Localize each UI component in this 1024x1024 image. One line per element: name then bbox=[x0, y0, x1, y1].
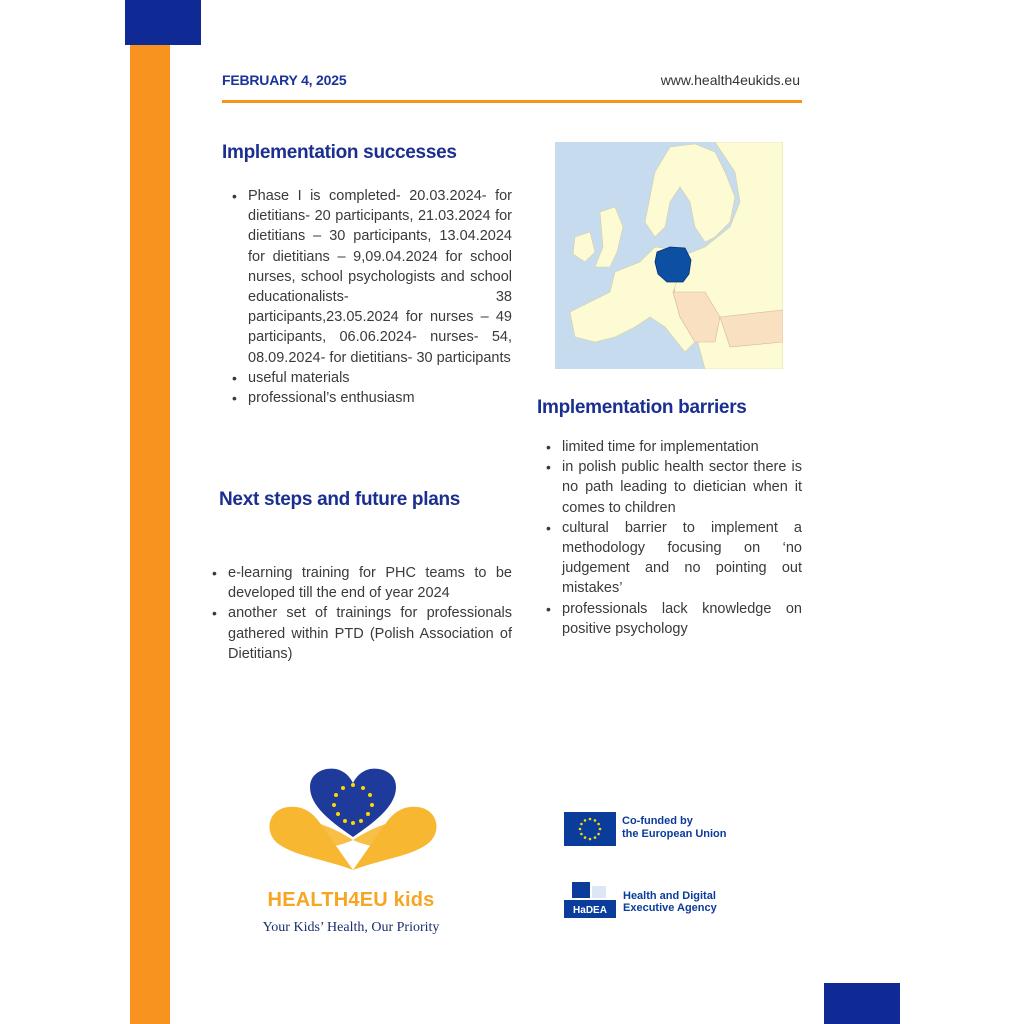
heart-eu-stars-logo-icon bbox=[258, 765, 448, 885]
hadea-logo-icon bbox=[564, 880, 616, 918]
logo-tagline: Your Kids’ Health, Our Priority bbox=[262, 920, 440, 935]
hadea-label: HaDEA bbox=[573, 905, 607, 916]
header-divider bbox=[222, 100, 802, 103]
bullet-icon: • bbox=[546, 519, 551, 536]
barriers-list bbox=[546, 437, 802, 639]
left-orange-bar bbox=[130, 0, 170, 1024]
hadea-line1: Health and Digital bbox=[623, 890, 716, 902]
list-item-text: professional’s enthusiasm bbox=[248, 390, 415, 407]
date-label: FEBRUARY 4, 2025 bbox=[222, 72, 347, 88]
next-steps-list bbox=[212, 563, 512, 664]
list-item-text: e-learning training for PHC teams to be developed till the end of year 2024 bbox=[228, 565, 512, 602]
bullet-icon: • bbox=[212, 565, 217, 581]
cofunded-text bbox=[622, 815, 727, 841]
logo-title: HEALTH4EU kids bbox=[267, 889, 435, 911]
list-item bbox=[546, 437, 802, 457]
successes-list bbox=[232, 186, 512, 408]
list-item-text: limited time for implementation bbox=[562, 439, 759, 455]
list-item bbox=[546, 518, 802, 599]
hadea-flag bbox=[572, 882, 590, 898]
eu-flag-background bbox=[564, 812, 616, 846]
list-item bbox=[232, 186, 512, 368]
list-item bbox=[212, 563, 512, 603]
bullet-icon: • bbox=[546, 459, 551, 476]
europe-map-icon bbox=[555, 142, 783, 369]
eu-flag-icon bbox=[564, 812, 616, 846]
website-link[interactable]: www.health4eukids.eu bbox=[660, 72, 800, 88]
list-item bbox=[546, 599, 802, 639]
list-item-text: Phase I is completed- 20.03.2024- for dietitians- 20 participants, 21.03.2024 for dietitians – 30 participants, 13.04.2024 for dietitians – 9,09.04.2024 for school nurses, school psychologists and school educationalists- 38 participants,23.05.2024 for nurses – 49 participants, 06.06.2024- nurses- 54, 08.09.2024- for dietitians- 30 participants bbox=[248, 188, 512, 366]
bullet-icon: • bbox=[232, 390, 237, 407]
list-item bbox=[232, 368, 512, 388]
next-steps-heading: Next steps and future plans bbox=[219, 489, 461, 510]
list-item bbox=[212, 603, 512, 664]
bottom-blue-block bbox=[824, 983, 900, 1024]
cofunded-line2: the European Union bbox=[622, 828, 727, 840]
hadea-text bbox=[623, 890, 717, 914]
list-item-text: cultural barrier to implement a methodology focusing on ‘no judgement and no pointing out mistakes’ bbox=[562, 519, 802, 597]
list-item bbox=[232, 388, 512, 408]
hadea-line2: Executive Agency bbox=[623, 902, 717, 914]
bullet-icon: • bbox=[212, 605, 217, 622]
cofunded-line1: Co-funded by bbox=[622, 815, 693, 827]
list-item-text: useful materials bbox=[248, 369, 350, 386]
barriers-heading: Implementation barriers bbox=[537, 397, 747, 418]
hadea-building bbox=[592, 886, 606, 898]
list-item-text: in polish public health sector there is no path leading to dietician when it comes to children bbox=[562, 459, 802, 516]
top-blue-block bbox=[125, 0, 201, 45]
bullet-icon: • bbox=[546, 439, 551, 455]
bullet-icon: • bbox=[232, 369, 237, 386]
list-item bbox=[546, 457, 802, 518]
successes-heading: Implementation successes bbox=[222, 142, 457, 163]
bullet-icon: • bbox=[232, 188, 237, 204]
list-item-text: professionals lack knowledge on positive psychology bbox=[562, 600, 802, 637]
list-item-text: another set of trainings for professionals gathered within PTD (Polish Association of Dietitians) bbox=[228, 605, 512, 662]
bullet-icon: • bbox=[546, 600, 551, 617]
